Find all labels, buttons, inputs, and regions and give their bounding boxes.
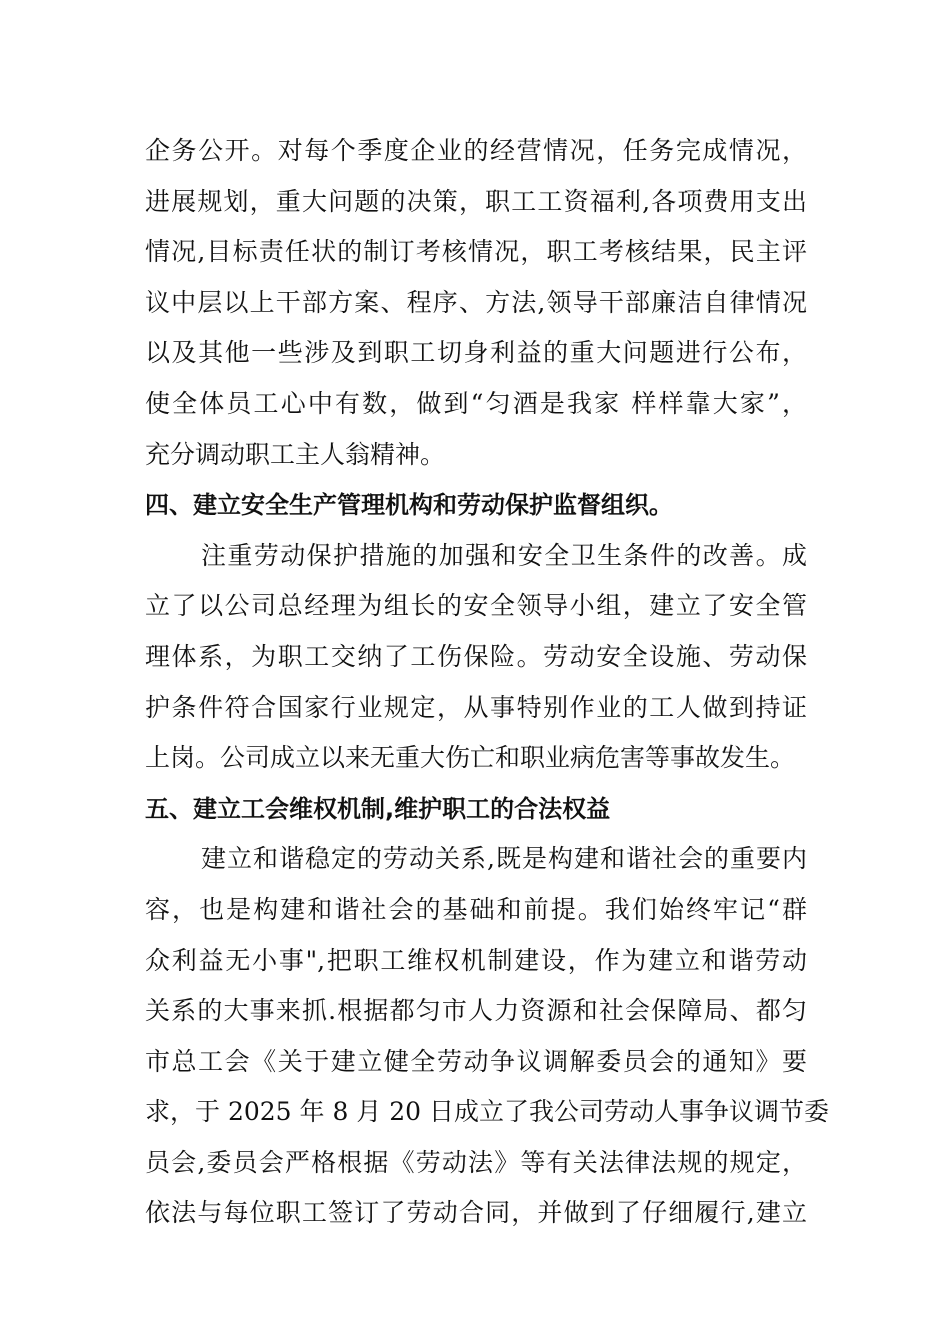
text-line: 求，于 2025 年 8 月 20 日成立了我公司劳动人事争议调节委: [145, 1097, 830, 1127]
text-line: 情况,目标责任状的制订考核情况，职工考核结果，民主评: [145, 237, 807, 267]
text-line: 容，也是构建和谐社会的基础和前提。我们始终牢记“群: [145, 894, 807, 924]
section-four: [145, 480, 807, 784]
text-line: 关系的大事来抓.根据都匀市人力资源和社会保障局、都匀: [145, 996, 807, 1026]
text-line: 注重劳动保护措施的加强和安全卫生条件的改善。成: [201, 540, 807, 570]
text-line: 立了以公司总经理为组长的安全领导小组，建立了安全管: [145, 591, 807, 621]
text-line: 议中层以上干部方案、程序、方法,领导干部廉洁自律情况: [145, 287, 807, 317]
text-line: 使全体员工心中有数，做到“匀酒是我家 样样靠大家”，: [145, 388, 807, 418]
section-heading: 五、建立工会维权机制,维护职工的合法权益: [145, 794, 611, 823]
text-line: 充分调动职工主人翁精神。: [145, 439, 446, 469]
text-line: 员会,委员会严格根据《劳动法》等有关法律法规的规定，: [145, 1147, 807, 1177]
paragraph-continued: [145, 126, 807, 480]
text-line: 众利益无小事",把职工维权机制建设，作为建立和谐劳动: [145, 945, 807, 975]
text-line: 市总工会《关于建立健全劳动争议调解委员会的通知》要: [145, 1046, 807, 1076]
text-line: 理体系，为职工交纳了工伤保险。劳动安全设施、劳动保: [145, 641, 807, 671]
text-line: 进展规划，重大问题的决策，职工工资福利,各项费用支出: [145, 186, 807, 216]
text-line: 依法与每位职工签订了劳动合同，并做到了仔细履行,建立: [145, 1198, 807, 1228]
text-line: 护条件符合国家行业规定，从事特别作业的工人做到持证: [145, 692, 807, 722]
text-line: 上岗。公司成立以来无重大伤亡和职业病危害等事故发生。: [145, 743, 796, 773]
text-line: 企务公开。对每个季度企业的经营情况，任务完成情况，: [145, 136, 807, 165]
text-line: 建立和谐稳定的劳动关系,既是构建和谐社会的重要内: [201, 844, 807, 874]
section-five: [145, 784, 830, 1239]
document-body: [145, 126, 830, 1239]
text-line: 以及其他一些涉及到职工切身利益的重大问题进行公布，: [145, 338, 807, 368]
section-heading: 四、建立安全生产管理机构和劳动保护监督组织。: [145, 491, 673, 520]
